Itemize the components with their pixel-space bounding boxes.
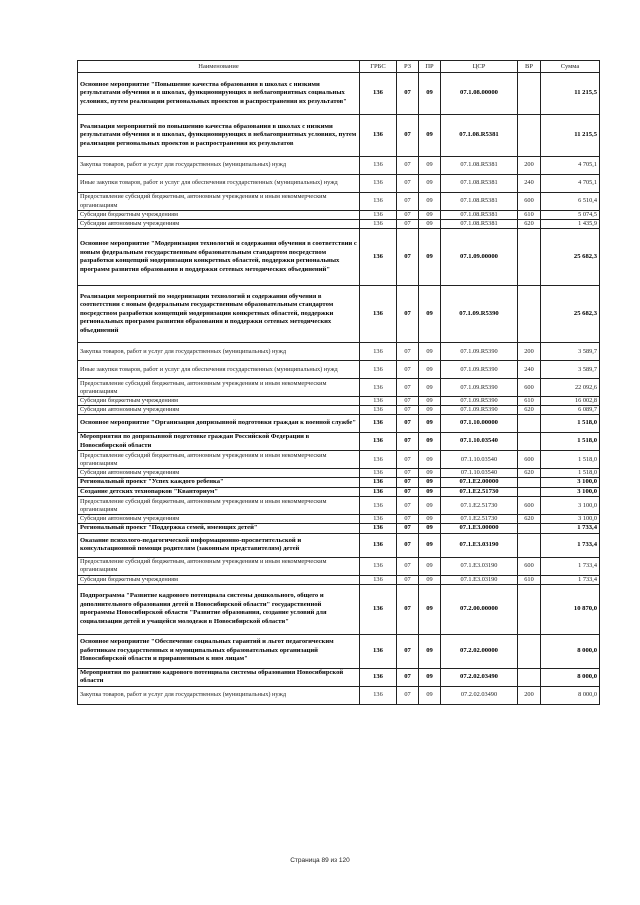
cell-name: Предоставление субсидий бюджетным, автономным учреждениям и иным некоммерческим организациям bbox=[78, 451, 360, 469]
cell-vr: 600 bbox=[518, 193, 541, 211]
cell-name: Субсидии автономным учреждениям bbox=[78, 469, 360, 478]
cell-vr bbox=[518, 533, 541, 557]
cell-csr: 07.1.10.03540 bbox=[441, 451, 518, 469]
cell-pr: 09 bbox=[419, 157, 441, 175]
cell-vr bbox=[518, 229, 541, 286]
cell-rz: 07 bbox=[397, 175, 419, 193]
cell-vr: 600 bbox=[518, 557, 541, 575]
cell-rz: 07 bbox=[397, 211, 419, 220]
cell-grbs: 136 bbox=[360, 557, 397, 575]
cell-grbs: 136 bbox=[360, 361, 397, 379]
cell-csr: 07.1.09.R5390 bbox=[441, 397, 518, 406]
cell-csr: 07.1.E3.03190 bbox=[441, 575, 518, 584]
cell-sum: 1 733,4 bbox=[541, 533, 600, 557]
cell-name: Субсидии автономным учреждениям bbox=[78, 515, 360, 524]
cell-sum: 5 074,5 bbox=[541, 211, 600, 220]
cell-sum: 3 100,0 bbox=[541, 487, 600, 496]
cell-pr: 09 bbox=[419, 220, 441, 229]
cell-sum: 1 518,0 bbox=[541, 451, 600, 469]
cell-pr: 09 bbox=[419, 433, 441, 451]
cell-sum: 1 518,0 bbox=[541, 469, 600, 478]
cell-rz: 07 bbox=[397, 433, 419, 451]
cell-csr: 07.1.E3.00000 bbox=[441, 524, 518, 533]
cell-pr: 09 bbox=[419, 469, 441, 478]
cell-name: Основное мероприятие "Организация допризывной подготовки граждан к военной службе" bbox=[78, 415, 360, 433]
table-row bbox=[78, 497, 600, 515]
cell-name: Создание детских технопарков "Кванториум" bbox=[78, 487, 360, 496]
cell-grbs: 136 bbox=[360, 478, 397, 487]
cell-vr bbox=[518, 478, 541, 487]
cell-csr: 07.1.09.R5390 bbox=[441, 379, 518, 397]
cell-rz: 07 bbox=[397, 584, 419, 634]
cell-grbs: 136 bbox=[360, 469, 397, 478]
cell-pr: 09 bbox=[419, 478, 441, 487]
cell-grbs: 136 bbox=[360, 497, 397, 515]
cell-vr: 240 bbox=[518, 361, 541, 379]
cell-sum: 4 705,1 bbox=[541, 175, 600, 193]
cell-name: Субсидии бюджетным учреждениям bbox=[78, 575, 360, 584]
cell-csr: 07.1.09.R5390 bbox=[441, 406, 518, 415]
table-row bbox=[78, 515, 600, 524]
cell-name: Мероприятия по развитию кадрового потенциала системы образования Новосибирской области bbox=[78, 668, 360, 686]
cell-csr: 07.1.09.R5390 bbox=[441, 286, 518, 343]
cell-vr bbox=[518, 634, 541, 668]
cell-grbs: 136 bbox=[360, 634, 397, 668]
cell-grbs: 136 bbox=[360, 157, 397, 175]
cell-name: Предоставление субсидий бюджетным, автономным учреждениям и иным некоммерческим организациям bbox=[78, 193, 360, 211]
cell-sum: 3 100,0 bbox=[541, 478, 600, 487]
cell-sum: 4 705,1 bbox=[541, 157, 600, 175]
table-row bbox=[78, 175, 600, 193]
table-row bbox=[78, 634, 600, 668]
cell-name: Основное мероприятие "Модернизация технологий и содержания обучения в соответствии с новым федеральным государственным образовательным стандартом посредством разработки концепций модернизации конкретных областей, поддержки региональных программ развития образования и поддержки сетевых методических объединений" bbox=[78, 229, 360, 286]
cell-grbs: 136 bbox=[360, 433, 397, 451]
cell-vr: 620 bbox=[518, 469, 541, 478]
cell-vr: 610 bbox=[518, 211, 541, 220]
cell-vr: 200 bbox=[518, 343, 541, 361]
cell-sum: 11 215,5 bbox=[541, 73, 600, 115]
cell-vr: 620 bbox=[518, 515, 541, 524]
cell-sum: 3 100,0 bbox=[541, 497, 600, 515]
cell-csr: 07.1.08.R5381 bbox=[441, 115, 518, 157]
cell-csr: 07.1.08.R5381 bbox=[441, 220, 518, 229]
cell-vr bbox=[518, 73, 541, 115]
cell-rz: 07 bbox=[397, 524, 419, 533]
cell-csr: 07.2.02.03490 bbox=[441, 686, 518, 704]
cell-sum: 16 002,8 bbox=[541, 397, 600, 406]
header-pr: ПР bbox=[419, 61, 441, 73]
cell-vr bbox=[518, 286, 541, 343]
cell-rz: 07 bbox=[397, 557, 419, 575]
cell-csr: 07.1.08.R5381 bbox=[441, 175, 518, 193]
cell-name: Закупка товаров, работ и услуг для государственных (муниципальных) нужд bbox=[78, 157, 360, 175]
cell-grbs: 136 bbox=[360, 515, 397, 524]
cell-pr: 09 bbox=[419, 397, 441, 406]
cell-name: Закупка товаров, работ и услуг для государственных (муниципальных) нужд bbox=[78, 686, 360, 704]
cell-pr: 09 bbox=[419, 379, 441, 397]
table-row bbox=[78, 343, 600, 361]
cell-sum: 1 733,4 bbox=[541, 557, 600, 575]
cell-vr bbox=[518, 584, 541, 634]
cell-vr: 600 bbox=[518, 451, 541, 469]
cell-csr: 07.1.E2.00000 bbox=[441, 478, 518, 487]
cell-name: Реализация мероприятий по повышению качества образования в школах с низкими результатами обучения и в школах, функционирующих в неблагоприятных условиях, путем реализации региональных проектов и распространения их результатов bbox=[78, 115, 360, 157]
cell-pr: 09 bbox=[419, 451, 441, 469]
cell-csr: 07.2.02.03490 bbox=[441, 668, 518, 686]
cell-name: Основное мероприятие "Обеспечение социальных гарантий и льгот педагогическим работникам государственных и муниципальных образовательных организаций Новосибирской области и приравненным к ним лицам" bbox=[78, 634, 360, 668]
cell-sum: 8 000,0 bbox=[541, 686, 600, 704]
cell-rz: 07 bbox=[397, 668, 419, 686]
table-row bbox=[78, 668, 600, 686]
table-row bbox=[78, 524, 600, 533]
cell-pr: 09 bbox=[419, 557, 441, 575]
cell-vr bbox=[518, 433, 541, 451]
cell-grbs: 136 bbox=[360, 220, 397, 229]
header-rz: РЗ bbox=[397, 61, 419, 73]
table-row bbox=[78, 487, 600, 496]
cell-grbs: 136 bbox=[360, 451, 397, 469]
cell-pr: 09 bbox=[419, 487, 441, 496]
cell-rz: 07 bbox=[397, 515, 419, 524]
cell-vr: 610 bbox=[518, 575, 541, 584]
cell-name: Основное мероприятие "Повышение качества образования в школах с низкими результатами обучения и в школах, функционирующих в неблагоприятных социальных условиях, путем реализации региональных проектов и распространения их результатов" bbox=[78, 73, 360, 115]
cell-csr: 07.1.10.03540 bbox=[441, 433, 518, 451]
cell-name: Закупка товаров, работ и услуг для государственных (муниципальных) нужд bbox=[78, 343, 360, 361]
cell-grbs: 136 bbox=[360, 415, 397, 433]
cell-csr: 07.1.E3.03190 bbox=[441, 533, 518, 557]
cell-grbs: 136 bbox=[360, 575, 397, 584]
cell-grbs: 136 bbox=[360, 73, 397, 115]
cell-pr: 09 bbox=[419, 73, 441, 115]
cell-sum: 1 518,0 bbox=[541, 433, 600, 451]
table-row bbox=[78, 397, 600, 406]
cell-vr bbox=[518, 487, 541, 496]
table-row bbox=[78, 361, 600, 379]
cell-vr: 200 bbox=[518, 686, 541, 704]
cell-grbs: 136 bbox=[360, 175, 397, 193]
cell-sum: 8 000,0 bbox=[541, 634, 600, 668]
cell-name: Оказание психолого-педагогической информационно-просветительской и консультационной помощи родителям (законным представителям) детей bbox=[78, 533, 360, 557]
table-row bbox=[78, 469, 600, 478]
cell-name: Региональный проект "Успех каждого ребенка" bbox=[78, 478, 360, 487]
cell-pr: 09 bbox=[419, 415, 441, 433]
cell-csr: 07.1.08.R5381 bbox=[441, 211, 518, 220]
cell-rz: 07 bbox=[397, 406, 419, 415]
header-name: Наименование bbox=[78, 61, 360, 73]
header-grbs: ГРБС bbox=[360, 61, 397, 73]
cell-name: Мероприятия по допризывной подготовке граждан Российской Федерации в Новосибирской области bbox=[78, 433, 360, 451]
cell-pr: 09 bbox=[419, 175, 441, 193]
cell-csr: 07.1.09.00000 bbox=[441, 229, 518, 286]
table-row bbox=[78, 584, 600, 634]
cell-rz: 07 bbox=[397, 361, 419, 379]
cell-rz: 07 bbox=[397, 686, 419, 704]
cell-vr: 620 bbox=[518, 220, 541, 229]
cell-rz: 07 bbox=[397, 533, 419, 557]
table-row bbox=[78, 406, 600, 415]
table-row bbox=[78, 557, 600, 575]
cell-grbs: 136 bbox=[360, 668, 397, 686]
cell-csr: 07.1.09.R5390 bbox=[441, 361, 518, 379]
cell-rz: 07 bbox=[397, 575, 419, 584]
cell-sum: 25 682,3 bbox=[541, 286, 600, 343]
cell-pr: 09 bbox=[419, 229, 441, 286]
cell-pr: 09 bbox=[419, 668, 441, 686]
cell-pr: 09 bbox=[419, 533, 441, 557]
cell-sum: 22 092,6 bbox=[541, 379, 600, 397]
cell-grbs: 136 bbox=[360, 406, 397, 415]
cell-vr: 600 bbox=[518, 497, 541, 515]
cell-vr: 200 bbox=[518, 157, 541, 175]
cell-rz: 07 bbox=[397, 73, 419, 115]
cell-pr: 09 bbox=[419, 575, 441, 584]
cell-csr: 07.1.08.00000 bbox=[441, 73, 518, 115]
table-row bbox=[78, 451, 600, 469]
cell-csr: 07.1.E2.51730 bbox=[441, 515, 518, 524]
cell-rz: 07 bbox=[397, 193, 419, 211]
cell-grbs: 136 bbox=[360, 211, 397, 220]
cell-pr: 09 bbox=[419, 686, 441, 704]
cell-pr: 09 bbox=[419, 211, 441, 220]
cell-pr: 09 bbox=[419, 361, 441, 379]
cell-rz: 07 bbox=[397, 497, 419, 515]
cell-csr: 07.2.02.00000 bbox=[441, 634, 518, 668]
cell-pr: 09 bbox=[419, 634, 441, 668]
cell-pr: 09 bbox=[419, 343, 441, 361]
cell-grbs: 136 bbox=[360, 193, 397, 211]
cell-grbs: 136 bbox=[360, 487, 397, 496]
table-row bbox=[78, 115, 600, 157]
cell-vr: 600 bbox=[518, 379, 541, 397]
cell-grbs: 136 bbox=[360, 115, 397, 157]
cell-rz: 07 bbox=[397, 229, 419, 286]
table-row bbox=[78, 379, 600, 397]
cell-rz: 07 bbox=[397, 478, 419, 487]
table-row bbox=[78, 575, 600, 584]
table-row bbox=[78, 220, 600, 229]
header-vr: ВР bbox=[518, 61, 541, 73]
cell-rz: 07 bbox=[397, 487, 419, 496]
cell-vr: 240 bbox=[518, 175, 541, 193]
cell-rz: 07 bbox=[397, 157, 419, 175]
table-row bbox=[78, 478, 600, 487]
cell-pr: 09 bbox=[419, 524, 441, 533]
cell-sum: 25 682,3 bbox=[541, 229, 600, 286]
cell-pr: 09 bbox=[419, 497, 441, 515]
cell-rz: 07 bbox=[397, 397, 419, 406]
cell-rz: 07 bbox=[397, 469, 419, 478]
cell-sum: 6 089,7 bbox=[541, 406, 600, 415]
cell-rz: 07 bbox=[397, 379, 419, 397]
cell-csr: 07.1.E2.51730 bbox=[441, 487, 518, 496]
cell-csr: 07.1.08.R5381 bbox=[441, 193, 518, 211]
cell-vr bbox=[518, 524, 541, 533]
cell-sum: 1 733,4 bbox=[541, 575, 600, 584]
table-row bbox=[78, 193, 600, 211]
cell-rz: 07 bbox=[397, 634, 419, 668]
cell-sum: 11 215,5 bbox=[541, 115, 600, 157]
cell-vr bbox=[518, 668, 541, 686]
cell-rz: 07 bbox=[397, 343, 419, 361]
cell-name: Подпрограмма "Развитие кадрового потенциала системы дошкольного, общего и дополнительного образования детей в Новосибирской области" государственной программы Новосибирской области "Развитие образования, создание условий для социализации детей и учащейся молодежи в Новосибирской области" bbox=[78, 584, 360, 634]
cell-sum: 8 000,0 bbox=[541, 668, 600, 686]
cell-grbs: 136 bbox=[360, 397, 397, 406]
cell-vr bbox=[518, 115, 541, 157]
cell-pr: 09 bbox=[419, 193, 441, 211]
table-row bbox=[78, 433, 600, 451]
cell-rz: 07 bbox=[397, 286, 419, 343]
cell-rz: 07 bbox=[397, 451, 419, 469]
cell-grbs: 136 bbox=[360, 286, 397, 343]
header-csr: ЦСР bbox=[441, 61, 518, 73]
page-number: Страница 89 из 120 bbox=[290, 857, 350, 864]
cell-grbs: 136 bbox=[360, 343, 397, 361]
cell-grbs: 136 bbox=[360, 686, 397, 704]
cell-name: Субсидии бюджетным учреждениям bbox=[78, 211, 360, 220]
cell-name: Иные закупки товаров, работ и услуг для обеспечения государственных (муниципальных) нужд bbox=[78, 361, 360, 379]
cell-name: Субсидии автономным учреждениям bbox=[78, 406, 360, 415]
cell-name: Предоставление субсидий бюджетным, автономным учреждениям и иным некоммерческим организациям bbox=[78, 497, 360, 515]
cell-rz: 07 bbox=[397, 115, 419, 157]
cell-grbs: 136 bbox=[360, 229, 397, 286]
table-row bbox=[78, 686, 600, 704]
cell-pr: 09 bbox=[419, 515, 441, 524]
table-row bbox=[78, 533, 600, 557]
cell-csr: 07.1.10.03540 bbox=[441, 469, 518, 478]
cell-csr: 07.2.00.00000 bbox=[441, 584, 518, 634]
table-row bbox=[78, 157, 600, 175]
cell-csr: 07.1.08.R5381 bbox=[441, 157, 518, 175]
cell-vr bbox=[518, 415, 541, 433]
cell-grbs: 136 bbox=[360, 584, 397, 634]
table-row bbox=[78, 286, 600, 343]
cell-pr: 09 bbox=[419, 115, 441, 157]
cell-grbs: 136 bbox=[360, 533, 397, 557]
table-row bbox=[78, 211, 600, 220]
cell-name: Субсидии автономным учреждениям bbox=[78, 220, 360, 229]
cell-sum: 1 733,4 bbox=[541, 524, 600, 533]
cell-csr: 07.1.E3.03190 bbox=[441, 557, 518, 575]
cell-sum: 3 100,0 bbox=[541, 515, 600, 524]
cell-pr: 09 bbox=[419, 584, 441, 634]
cell-sum: 1 518,0 bbox=[541, 415, 600, 433]
cell-sum: 3 589,7 bbox=[541, 361, 600, 379]
cell-csr: 07.1.09.R5390 bbox=[441, 343, 518, 361]
table-row bbox=[78, 415, 600, 433]
cell-name: Предоставление субсидий бюджетным, автономным учреждениям и иным некоммерческим организациям bbox=[78, 379, 360, 397]
table-row bbox=[78, 73, 600, 115]
cell-name: Субсидии бюджетным учреждениям bbox=[78, 397, 360, 406]
cell-sum: 3 589,7 bbox=[541, 343, 600, 361]
cell-name: Предоставление субсидий бюджетным, автономным учреждениям и иным некоммерческим организациям bbox=[78, 557, 360, 575]
table-header-row bbox=[78, 61, 600, 73]
cell-sum: 6 510,4 bbox=[541, 193, 600, 211]
table-body bbox=[78, 73, 600, 705]
cell-name: Реализация мероприятий по модернизации технологий и содержания обучения в соответствии с новым федеральным государственным образовательным стандартом посредством разработки концепций модернизации конкретных областей, поддержки региональных программ развития образования и поддержки сетевых методических объединений bbox=[78, 286, 360, 343]
cell-vr: 610 bbox=[518, 397, 541, 406]
cell-name: Иные закупки товаров, работ и услуг для обеспечения государственных (муниципальных) нужд bbox=[78, 175, 360, 193]
cell-vr: 620 bbox=[518, 406, 541, 415]
cell-pr: 09 bbox=[419, 406, 441, 415]
table-row bbox=[78, 229, 600, 286]
cell-csr: 07.1.E2.51730 bbox=[441, 497, 518, 515]
cell-name: Региональный проект "Поддержка семей, имеющих детей" bbox=[78, 524, 360, 533]
cell-grbs: 136 bbox=[360, 524, 397, 533]
cell-rz: 07 bbox=[397, 220, 419, 229]
cell-pr: 09 bbox=[419, 286, 441, 343]
cell-grbs: 136 bbox=[360, 379, 397, 397]
cell-rz: 07 bbox=[397, 415, 419, 433]
cell-sum: 1 435,9 bbox=[541, 220, 600, 229]
cell-csr: 07.1.10.00000 bbox=[441, 415, 518, 433]
cell-sum: 10 870,0 bbox=[541, 584, 600, 634]
header-sum: Сумма bbox=[541, 61, 600, 73]
budget-table bbox=[77, 60, 600, 705]
